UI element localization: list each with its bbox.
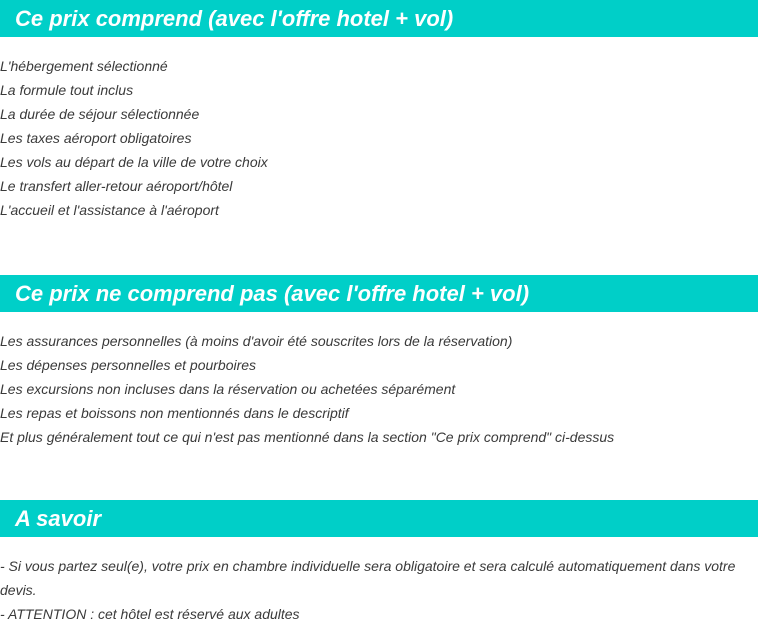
included-section-title: Ce prix comprend (avec l'offre hotel + vol) bbox=[0, 0, 758, 37]
list-item: L'accueil et l'assistance à l'aéroport bbox=[0, 202, 219, 218]
excluded-section bbox=[0, 275, 758, 449]
list-item: L'hébergement sélectionné bbox=[0, 58, 168, 74]
section-spacer bbox=[0, 222, 758, 275]
list-item: Et plus généralement tout ce qui n'est pas mentionné dans la section "Ce prix comprend" ci-dessus bbox=[0, 429, 615, 445]
list-item: Les excursions non incluses dans la réservation ou achetées séparément bbox=[0, 381, 456, 397]
info-note: - Si vous partez seul(e), votre prix en chambre individuelle sera obligatoire et sera calculé automatiquement dans votre devis. bbox=[0, 558, 736, 598]
excluded-section-title: Ce prix ne comprend pas (avec l'offre hotel + vol) bbox=[0, 275, 758, 312]
info-section bbox=[0, 500, 758, 626]
list-item: La formule tout inclus bbox=[0, 82, 134, 98]
info-note: - ATTENTION : cet hôtel est réservé aux adultes bbox=[0, 606, 300, 622]
info-section-title: A savoir bbox=[0, 500, 758, 537]
section-spacer bbox=[0, 449, 758, 500]
included-section bbox=[0, 0, 758, 222]
list-item: Les repas et boissons non mentionnés dans le descriptif bbox=[0, 405, 349, 421]
included-list bbox=[0, 37, 758, 222]
list-item: Les vols au départ de la ville de votre choix bbox=[0, 154, 268, 170]
list-item: Les assurances personnelles (à moins d'avoir été souscrites lors de la réservation) bbox=[0, 333, 513, 349]
list-item: Le transfert aller-retour aéroport/hôtel bbox=[0, 178, 233, 194]
list-item: La durée de séjour sélectionnée bbox=[0, 106, 200, 122]
list-item: Les taxes aéroport obligatoires bbox=[0, 130, 192, 146]
excluded-list bbox=[0, 312, 758, 449]
info-notes bbox=[0, 537, 758, 626]
list-item: Les dépenses personnelles et pourboires bbox=[0, 357, 257, 373]
